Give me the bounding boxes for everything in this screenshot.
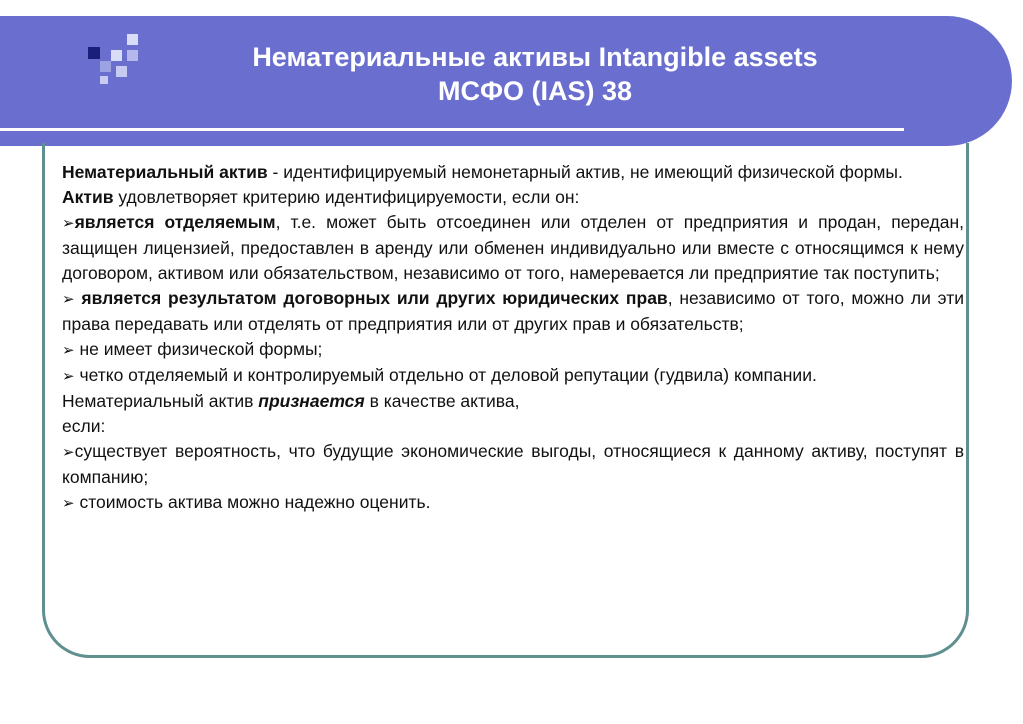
- arrow-bullet-icon: ➢: [62, 495, 75, 512]
- page-title: [180, 40, 890, 108]
- recognition-paragraph: [62, 389, 964, 414]
- bullet-no-physical-form: [62, 337, 964, 363]
- recognition-text-before: Нематериальный актив: [62, 391, 259, 411]
- bullet-economic-benefits: [62, 439, 964, 490]
- recognition-text-after: в качестве актива,: [364, 391, 520, 411]
- content-text: [62, 160, 964, 516]
- bullet-goodwill: [62, 363, 964, 389]
- definition-term: Нематериальный актив: [62, 162, 268, 182]
- if-paragraph: [62, 414, 964, 439]
- definition-paragraph: [62, 160, 964, 185]
- header-divider: [0, 128, 904, 131]
- bullet-economic-benefits-text: существует вероятность, что будущие экономические выгоды, относящиеся к данному активу, поступят в компанию;: [62, 441, 964, 487]
- bullet-separable-bold: является отделяемым: [74, 212, 276, 232]
- bullet-reliable-cost-text: стоимость актива можно надежно оценить.: [79, 492, 431, 512]
- title-line-1: Нематериальные активы Intangible assets: [252, 42, 818, 72]
- bullet-legal-rights-bold: является результатом договорных или других юридических прав: [81, 288, 668, 308]
- arrow-bullet-icon: ➢: [62, 215, 75, 232]
- arrow-bullet-icon: ➢: [62, 291, 75, 308]
- bullet-separable: [62, 210, 964, 286]
- if-text: если:: [62, 416, 106, 436]
- bullet-no-physical-form-text: не имеет физической формы;: [79, 339, 323, 359]
- criteria-paragraph: [62, 185, 964, 210]
- criteria-text: удовлетворяет критерию идентифицируемости, если он:: [113, 187, 580, 207]
- arrow-bullet-icon: ➢: [62, 368, 75, 385]
- bullet-legal-rights: [62, 286, 964, 337]
- recognition-emphasis: признается: [258, 391, 365, 411]
- criteria-term: Актив: [62, 187, 114, 207]
- title-line-2: МСФО (IAS) 38: [437, 76, 633, 106]
- bullet-reliable-cost: [62, 490, 964, 516]
- definition-text: - идентифицируемый немонетарный актив, не имеющий физической формы.: [267, 162, 903, 182]
- bullet-goodwill-text: четко отделяемый и контролируемый отдельно от деловой репутации (гудвила) компании.: [79, 365, 817, 385]
- arrow-bullet-icon: ➢: [62, 342, 75, 359]
- bullet-legal-rights-text: , независимо от того, можно ли эти права передавать или отделять от предприятия или от других прав и обязательств;: [62, 288, 964, 334]
- arrow-bullet-icon: ➢: [62, 444, 75, 461]
- bullet-separable-text: , т.е. может быть отсоединен или отделен от предприятия и продан, передан, защищен лицензией, предоставлен в аренду или обменен индивидуально или вместе с относящимся к нему договором, активом или обязательством, независимо от того, намеревается ли предприятие так поступить;: [62, 212, 964, 283]
- frame-left-edge: [42, 143, 45, 183]
